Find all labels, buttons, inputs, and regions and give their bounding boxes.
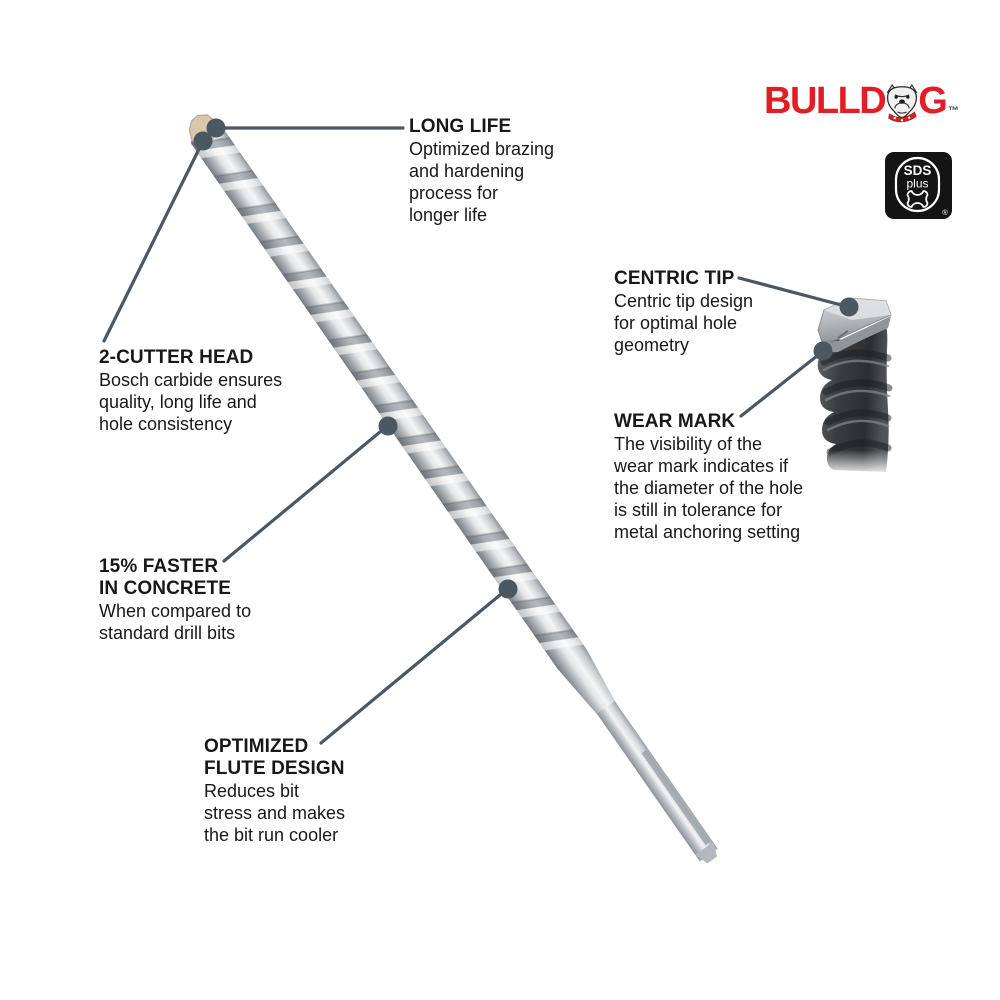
callout-body-line: and hardening bbox=[409, 161, 525, 181]
bulldog-face-icon bbox=[884, 81, 920, 125]
callout-body-line: metal anchoring setting bbox=[614, 522, 801, 542]
drill-bit-shank bbox=[597, 701, 718, 861]
leader-line-flute-design bbox=[321, 590, 506, 743]
callout-dot-two-cutter-head bbox=[194, 132, 213, 151]
callout-long-life bbox=[409, 116, 554, 226]
callout-body-line: the bit run cooler bbox=[204, 825, 339, 845]
callout-dot-faster bbox=[379, 417, 398, 436]
leader-line-centric-tip bbox=[739, 278, 845, 306]
leader-line-faster bbox=[224, 427, 386, 561]
callout-body-line: is still in tolerance for bbox=[614, 500, 783, 520]
callout-body-line: stress and makes bbox=[204, 803, 346, 823]
callout-body-line: process for bbox=[409, 183, 499, 203]
callout-body-line: wear mark indicates if bbox=[614, 456, 789, 476]
callout-body-line: for optimal hole bbox=[614, 313, 738, 333]
sds-plus-badge bbox=[885, 152, 952, 219]
callout-title: FLUTE DESIGN bbox=[204, 758, 345, 779]
callout-body-line: standard drill bits bbox=[99, 623, 236, 643]
callout-title: WEAR MARK bbox=[614, 411, 736, 432]
callout-body-line: Reduces bit bbox=[204, 781, 300, 801]
leader-line-wear-mark bbox=[741, 352, 822, 416]
closeup-fade bbox=[812, 450, 896, 476]
callout-title: LONG LIFE bbox=[409, 116, 512, 137]
callout-body-line: Bosch carbide ensures bbox=[99, 370, 283, 390]
sds-groove bbox=[641, 750, 710, 845]
callout-two-cutter-head bbox=[99, 347, 282, 435]
callout-faster-in-concrete bbox=[99, 556, 251, 644]
callout-title: OPTIMIZED bbox=[204, 736, 309, 757]
callout-dot-wear-mark bbox=[814, 342, 833, 361]
tip-closeup-image bbox=[812, 298, 896, 476]
logo-text-left: BULLD bbox=[764, 80, 886, 122]
logo-trademark: ™ bbox=[948, 105, 959, 117]
logo-text-right: G bbox=[918, 80, 947, 122]
badge-line1: SDS bbox=[903, 163, 932, 178]
badge-registered-mark: ® bbox=[942, 208, 948, 217]
sds-plus-shank-cross-section-icon bbox=[885, 152, 952, 219]
callout-body-line: Optimized brazing bbox=[409, 139, 555, 159]
leader-line-two-cutter-head bbox=[104, 141, 203, 341]
callout-title: 15% FASTER bbox=[99, 556, 219, 577]
callout-wear-mark bbox=[614, 411, 803, 543]
callout-body-line: hole consistency bbox=[99, 414, 233, 434]
callout-optimized-flute-design bbox=[204, 736, 345, 846]
callout-body-line: When compared to bbox=[99, 601, 252, 621]
callout-body-line: the diameter of the hole bbox=[614, 478, 804, 498]
callout-dot-flute-design bbox=[499, 580, 518, 599]
callout-body-line: quality, long life and bbox=[99, 392, 257, 412]
bulldog-logo bbox=[764, 80, 947, 126]
callout-title: 2-CUTTER HEAD bbox=[99, 347, 254, 368]
callout-body-line: geometry bbox=[614, 335, 690, 355]
callout-body-line: longer life bbox=[409, 205, 488, 225]
callout-centric-tip bbox=[614, 268, 753, 356]
callout-body-line: The visibility of the bbox=[614, 434, 763, 454]
callout-title: CENTRIC TIP bbox=[614, 268, 735, 289]
callout-title: IN CONCRETE bbox=[99, 578, 231, 599]
callout-body-line: Centric tip design bbox=[614, 291, 754, 311]
badge-line2: plus bbox=[906, 176, 929, 191]
callout-dot-centric-tip bbox=[840, 298, 859, 317]
